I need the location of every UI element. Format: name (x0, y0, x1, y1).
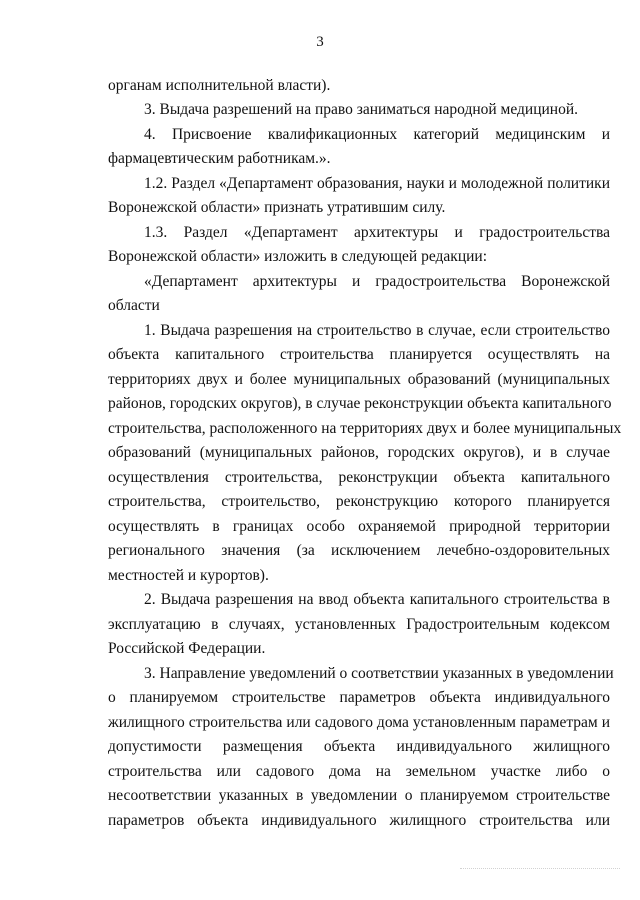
text-line: образований (муниципальных районов, городских округов), и в случае (108, 444, 610, 461)
text-line: эксплуатацию в случаях, установленных Градостроительным кодексом (108, 616, 610, 633)
text-line: строительства или садового дома на земельном участке либо о (108, 763, 610, 780)
text-line: осуществления строительства, реконструкции объекта капитального (108, 469, 610, 486)
text-line: территориях двух и более муниципальных образований (муниципальных (108, 371, 610, 388)
text-line: регионального значения (за исключением лечебно-оздоровительных (108, 542, 610, 559)
text-line: области (108, 297, 160, 314)
text-line: фармацевтическим работникам.». (108, 150, 331, 167)
text-line: Воронежской области» признать утратившим силу. (108, 199, 446, 216)
text-line: 1. Выдача разрешения на строительство в случае, если строительство (144, 322, 610, 339)
text-line: объекта капитального строительства планируется осуществлять на (108, 346, 610, 363)
text-line: 3. Выдача разрешений на право заниматься народной медициной. (144, 101, 579, 118)
text-line: Российской Федерации. (108, 640, 266, 657)
text-line: 4. Присвоение квалификационных категорий медицинским и (144, 126, 610, 143)
text-line: несоответствии указанных в уведомлении о планируемом строительстве (108, 787, 610, 804)
text-line: 3. Направление уведомлений о соответствии указанных в уведомлении (144, 665, 614, 682)
text-line: 2. Выдача разрешения на ввод объекта капитального строительства в (144, 591, 610, 608)
text-line: «Департамент архитектуры и градостроительства Воронежской (144, 273, 610, 290)
text-line: районов, городских округов), в случае реконструкции объекта капитального (108, 395, 612, 412)
scan-artifact (460, 868, 620, 872)
text-line: органам исполнительной власти). (108, 77, 331, 94)
text-line: строительства, расположенного на территориях двух и более муниципальных (108, 420, 622, 437)
text-line: Воронежской области» изложить в следующей редакции: (108, 248, 488, 265)
text-line: 1.2. Раздел «Департамент образования, науки и молодежной политики (144, 175, 610, 192)
text-line: строительства, строительство, реконструкцию которого планируется (108, 493, 610, 510)
text-line: допустимости размещения объекта индивидуального жилищного (108, 738, 610, 755)
text-line: параметров объекта индивидуального жилищного строительства или (108, 812, 610, 829)
text-line: о планируемом строительстве параметров объекта индивидуального (108, 689, 610, 706)
text-line: осуществлять в границах особо охраняемой природной территории (108, 518, 610, 535)
text-line: местностей и курортов). (108, 567, 269, 584)
page-number: 3 (316, 34, 324, 50)
text-line: 1.3. Раздел «Департамент архитектуры и градостроительства (144, 224, 610, 241)
text-line: жилищного строительства или садового дома установленным параметрам и (108, 714, 610, 731)
